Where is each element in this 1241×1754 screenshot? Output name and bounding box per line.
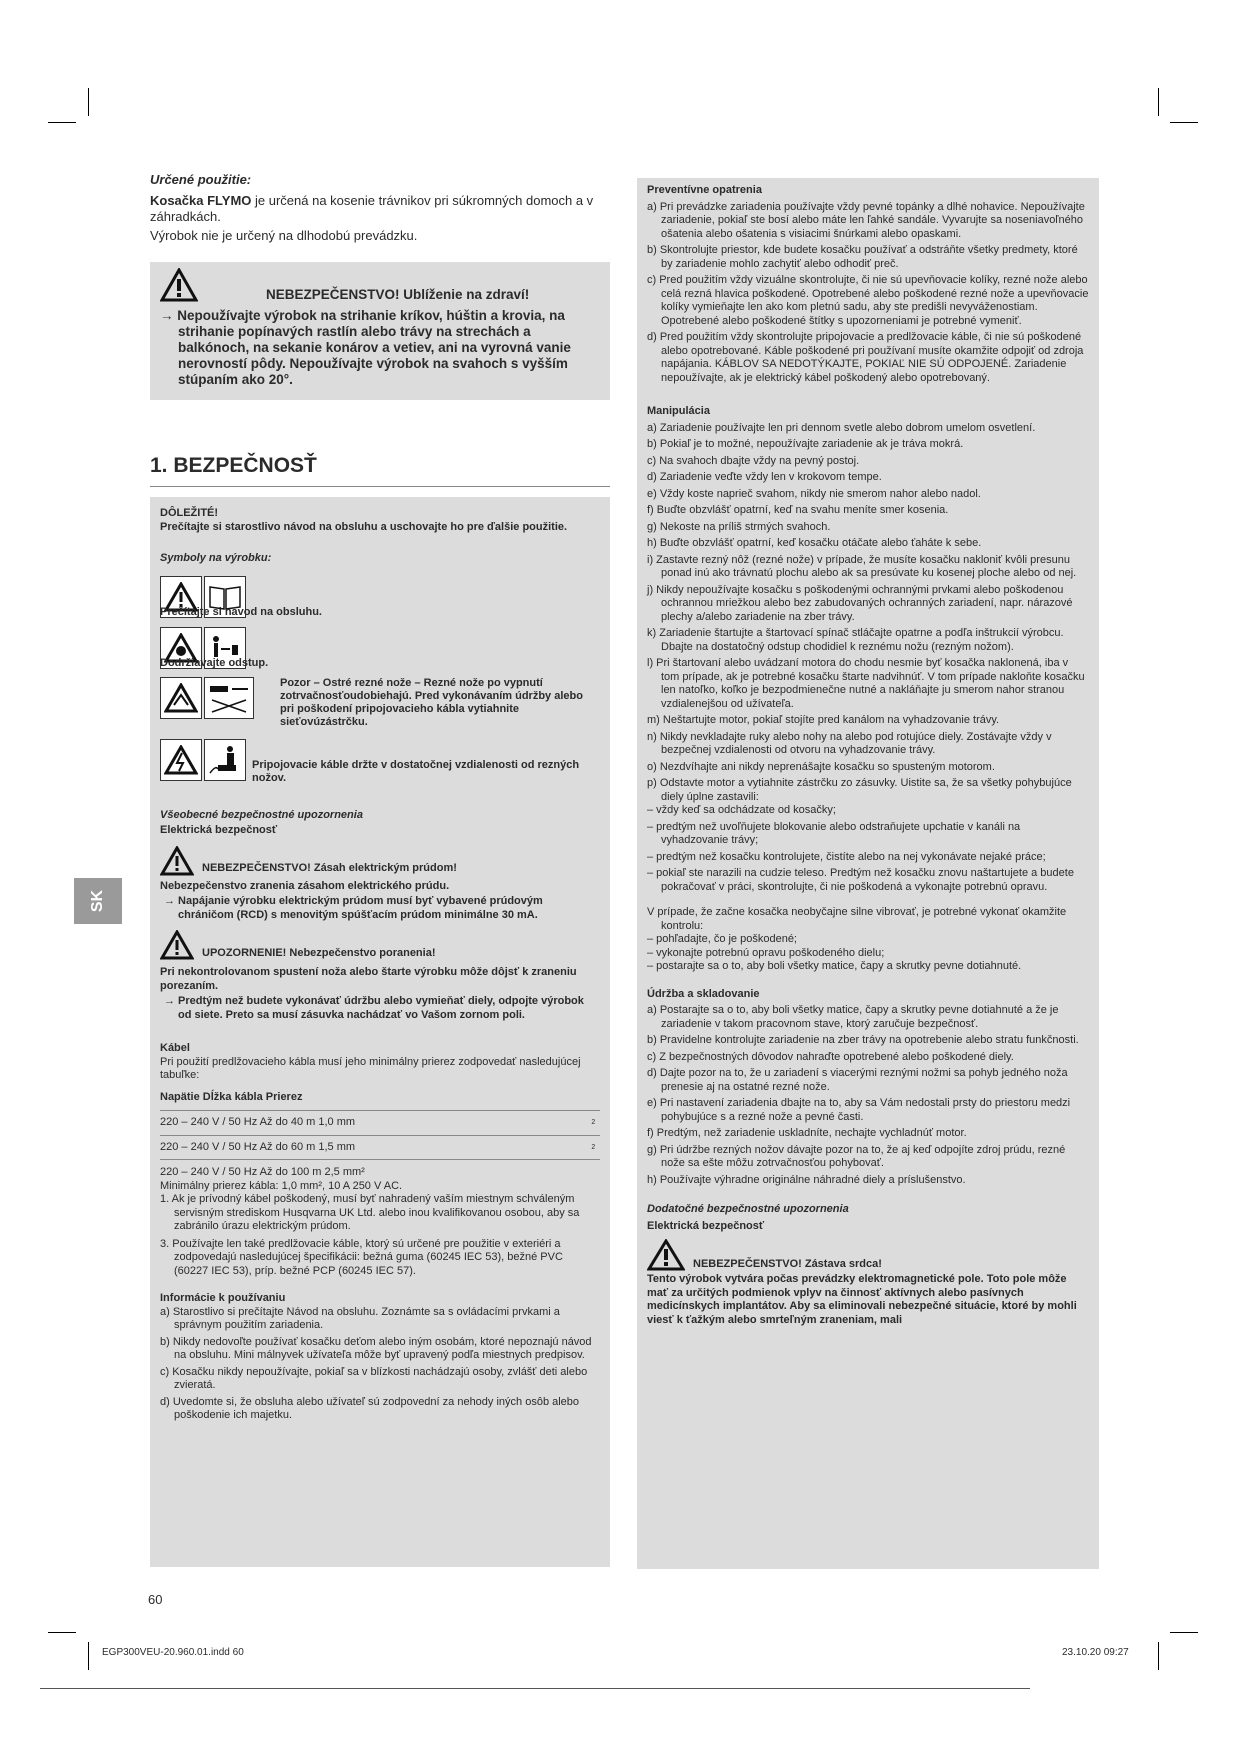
page-number: 60 (148, 1592, 163, 1607)
list-item: f) Predtým, než zariadenie uskladníte, nechajte vychladnúť motor. (647, 1127, 967, 1139)
caution-sub: Pri nekontrolovanom spustení noža alebo štarte výrobku môže dôjsť k zraneniu porezaním. (160, 966, 577, 992)
cable-heading: Kábel (160, 1042, 190, 1054)
crop-mark (1170, 1632, 1198, 1633)
list-item: – predtým než uvoľňujete blokovanie alebo odstraňujete upchatie v kanáli na vyhadzovanie trávy; (647, 820, 1021, 846)
symbol-cables-text: Pripojovacie káble držte v dostatočnej vzdialenosti od rezných nožov. (252, 758, 580, 784)
blade-unplug-icon (204, 677, 254, 719)
list-item: b) Pokiaľ je to možné, nepoužívajte zariadenie ak je tráva mokrá. (647, 438, 964, 450)
cable-row-3: 220 – 240 V / 50 Hz Až do 100 m 2,5 mm² (160, 1166, 365, 1178)
cable-mower-icon (204, 739, 246, 781)
warning-triangle-icon (160, 268, 198, 302)
symbol-manual-text: Prečítajte si návod na obsluhu. (160, 605, 322, 618)
list-item: 3. Používajte len také predlžovacie káble, ktorý sú určené pre použitie v exteriéri a zodpovedajú nasledujúcej špecifikácii: bežná guma (60245 IEC 53), bežné PVC (60227 IEC 53), príp. bežné PCP (60245 IEC 57). (160, 1237, 563, 1277)
warning-symbol-icon (160, 677, 202, 719)
list-item: e) Vždy koste naprieč svahom, nikdy nie smerom nahor alebo nadol. (647, 487, 981, 500)
list-item: d) Pred použitím vždy skontrolujte pripojovacie a predlžovacie káble, či nie sú poškodené alebo opotrebované. Káble poškodené pri používaní musíte okamžite odpojiť od zdroja napájania. KÁBLOV SA NEDOTÝKAJTE, POKIAĽ NIE SÚ ODPOJENÉ. Zariadenie nepoužívajte, ak je elektrický kábel poškodený alebo opotrebovaný. (647, 331, 1084, 384)
danger-heart-title: NEBEZPEČENSTVO! Zástava srdca! (693, 1257, 882, 1270)
language-tab-label: SK (88, 889, 106, 913)
list-item: a) Postarajte sa o to, aby boli všetky matice, čapy a skrutky pevne dotiahnuté a že je zariadenie v takom pracovnom stave, ktorý zaručuje bezpečnosť. (647, 1004, 1059, 1030)
danger-header (158, 268, 602, 302)
list-item: d) Zariadenie veďte vždy len v krokovom tempe. (647, 471, 882, 483)
extra-safety-heading: Dodatočné bezpečnostné upozornenia (647, 1203, 849, 1215)
crop-mark (88, 1642, 89, 1670)
symbol-row-cables (160, 739, 600, 785)
maintenance-heading: Údržba a skladovanie (647, 987, 760, 1000)
table-cell: 2 (591, 1135, 600, 1160)
table-cell: 220 – 240 V / 50 Hz Až do 60 m 1,5 mm (160, 1135, 591, 1160)
brand-name: Kosačka FLYMO (150, 193, 252, 208)
symbols-heading: Symboly na výrobku: (160, 552, 272, 564)
list-item: a) Starostlivo si prečítajte Návod na obsluhu. Zoznámte sa s ovládacími prvkami a správnym použitím zariadenia. (160, 1305, 560, 1331)
danger-electric-item: → Napájanie výrobku elektrickým prúdom musí byť vybavené prúdovým chráničom (RCD) s menovitým spúšťacím prúdom minimálne 30 mA. (164, 895, 543, 921)
caution-header (160, 930, 600, 960)
crop-mark (1158, 88, 1159, 116)
list-item: – pohľadajte, čo je poškodené; (647, 933, 797, 945)
intended-use-text (150, 193, 610, 225)
list-item: d) Uvedomte si, že obsluha alebo užívateľ sú zodpovední za nehody iných osôb alebo poškodenie ich majetku. (160, 1395, 580, 1421)
list-item: d) Dajte pozor na to, že u zariadení s viacerými reznými nožmi sa pohyb jedného noža prenesie aj na ostatné rezné nože. (647, 1067, 1068, 1093)
list-item: c) Na svahoch dbajte vždy na pevný postoj. (647, 454, 860, 467)
handling-heading: Manipulácia (647, 405, 710, 417)
warning-triangle-icon (160, 930, 194, 960)
left-column (150, 172, 610, 1567)
list-item: – predtým než kosačku kontrolujete, čistíte alebo na nej vykonávate nejaké práce; (647, 850, 1046, 863)
list-item: i) Zastavte rezný nôž (rezné nože) v prípade, že musíte kosačku nakloniť kvôli presunu ponad inú ako trávnatú plochu alebo ak sa presúvate ku kosenej ploche alebo od nej. (647, 553, 1077, 579)
footer-rule (40, 1688, 1030, 1689)
symbol-blades-text: Pozor – Ostré rezné nože – Rezné nože po vypnutí zotrvačnosťoudobiehajú. Pred vykonávaním údržby alebo pri poškodení pripojovacieho kábla vytiahnite sieťovúzástrčku. (280, 676, 583, 728)
extra-electric-heading: Elektrická bezpečnosť (647, 1219, 765, 1232)
caution-item: → Predtým než budete vykonávať údržbu alebo vymieňať diely, odpojte výrobok od siete. Preto sa musí zásuvka nachádzať vo Vašom zornom poli. (164, 995, 584, 1021)
important-heading: DÔLEŽITÉ! (160, 507, 219, 519)
list-item: c) Pred použitím vždy vizuálne skontrolujte, či nie sú upevňovacie kolíky, rezné nože alebo celá rezná hlavica poškodené. Opotrebené alebo poškodené rezné nože a upevňovacie kolíky vymieňajte len ako kom pletnú sadu, aby ste predišli nevyváženostiam. Opotrebené alebo poškodené štítky s upozorneniami je potrebné vymeniť. (647, 274, 1089, 327)
list-item: b) Nikdy nedovoľte používať kosačku deťom alebo iným osobám, ktoré nepoznajú návod na obsluhu. Mini málnyvek užívateľa môže byť upravený podľa miestnych predpisov. (160, 1335, 592, 1361)
list-item: h) Používajte výhradne originálne náhradné diely a príslušenstvo. (647, 1173, 966, 1186)
electric-safety-heading: Elektrická bezpečnosť (160, 824, 278, 836)
footer-timestamp: 23.10.20 09:27 (1062, 1647, 1129, 1658)
list-item: l) Pri štartovaní alebo uvádzaní motora do chodu nesmie byť kosačka naklonená, iba v tom prípade, ak je potrebné kosačku štarte nadvihnúť. V tom prípade nakloňte kosačku len natoľko, koľko je bezpodmienečne nutné a nakláňajte ju smerom nahor stranou vzdialenejšou od užívateľa. (647, 657, 1085, 710)
list-item: a) Zariadenie používajte len pri dennom svetle alebo dobrom umelom osvetlení. (647, 421, 1036, 434)
not-for-continuous-use: Výrobok nie je určený na dlhodobú prevádzku. (150, 228, 418, 243)
symbol-row-blades (160, 677, 600, 729)
list-item: b) Skontrolujte priestor, kde budete kosačku používať a odstráňte všetky predmety, ktoré by zariadenie mohlo zachytiť alebo odhodiť preč. (647, 244, 1078, 270)
safety-box (150, 497, 610, 1567)
list-item: h) Buďte obzvlášť opatrní, keď kosačku otáčate alebo ťaháte k sebe. (647, 537, 982, 549)
right-column (637, 178, 1099, 1569)
intended-use-rest: je určená na kosenie trávnikov pri súkromných domoch a v záhradkách. (150, 193, 594, 224)
danger-box-injury (150, 262, 610, 400)
cable-table (160, 1110, 600, 1160)
danger-electric-sub: Nebezpečenstvo zranenia zásahom elektrického prúdu. (160, 879, 450, 892)
list-item: – vždy keď sa odchádzate od kosačky; (647, 804, 836, 816)
general-safety-heading: Všeobecné bezpečnostné upozornenia (160, 808, 363, 821)
list-item: b) Pravidelne kontrolujte zariadenie na zber trávy na opotrebenie alebo stratu funkčnosti. (647, 1034, 1079, 1046)
cable-table-header: Napätie Dĺžka kábla Prierez (160, 1090, 303, 1103)
caution-title: UPOZORNENIE! Nebezpečenstvo poranenia! (202, 946, 436, 959)
list-item: c) Z bezpečnostných dôvodov nahraďte opotrebené alebo poškodené diely. (647, 1050, 1014, 1063)
danger-electric-title: NEBEZPEČENSTVO! Zásah elektrickým prúdom! (202, 862, 457, 874)
cable-min-section: Minimálny prierez kábla: 1,0 mm², 10 A 250 V AC. (160, 1179, 403, 1192)
intended-use-heading: Určené použitie: (150, 172, 252, 187)
danger-heart-header (647, 1239, 1089, 1271)
list-item: c) Kosačku nikdy nepoužívajte, pokiaľ sa v blízkosti nachádzajú osoby, zvlášť deti alebo zvieratá. (160, 1365, 588, 1391)
list-item: – vykonajte potrebnú opravu poškodeného dielu; (647, 946, 885, 959)
danger-electric-header (160, 846, 600, 876)
list-item: g) Pri údržbe rezných nožov dávajte pozor na to, že aj keď odpojíte zdroj prúdu, rezné nože sa ešte môžu zotrvačnosťou pohybovať. (647, 1143, 1066, 1169)
list-item: 1. Ak je prívodný kábel poškodený, musí byť nahradený vaším miestnym schváleným servisným strediskom Husqvarna UK Ltd. alebo inou kvalifikovanou osobou, aby sa zabránilo úrazu elektrickým prúdom. (160, 1193, 580, 1232)
list-item: – postarajte sa o to, aby boli všetky matice, čapy a skrutky pevne dotiahnuté. (647, 960, 1022, 972)
section-title: 1. BEZPEČNOSŤ (150, 454, 610, 487)
crop-mark (1158, 1642, 1159, 1670)
symbol-distance-text: Dodržiavajte odstup. (160, 657, 269, 669)
table-cell: 2 (591, 1111, 600, 1136)
list-item: k) Zariadenie štartujte a štartovací spínač stláčajte opatrne a podľa inštrukcií výrobcu. Dbajte na dostatočný odstup chodidiel k reznému nožu (rezným nožom). (647, 627, 1064, 653)
list-item: e) Pri nastavení zariadenia dbajte na to, aby sa Vám nedostali prsty do priestoru medzi pohybujúce s a rezné nože a pevné časti. (647, 1097, 1071, 1123)
danger-title: NEBEZPEČENSTVO! Ublíženie na zdraví! (266, 287, 530, 302)
crop-mark (1170, 122, 1198, 123)
warning-triangle-icon (160, 846, 194, 876)
usage-heading: Informácie k používaniu (160, 1292, 286, 1304)
list-item: o) Nezdvíhajte ani nikdy neprenášajte kosačku so spusteným motorom. (647, 760, 995, 773)
warning-triangle-icon (647, 1239, 685, 1271)
table-cell: 220 – 240 V / 50 Hz Až do 40 m 1,0 mm (160, 1111, 591, 1136)
list-item: – pokiaľ ste narazili na cudzie teleso. Predtým než kosačku znovu naštartujete a budete pokračovať v práci, skontrolujte, či nie poškodená a vykonajte potrebnú opravu. (647, 867, 1074, 893)
danger-heart-body: Tento výrobok vytvára počas prevádzky elektromagnetické pole. Toto pole môže mať za určitých podmienok vplyv na činnosť aktívnych alebo pasívnych medicínskych implantátov. Aby sa eliminovali nebezpečné situácie, ktoré by mohli viesť k ťažkým alebo smrteľným zraneniam, mali (647, 1273, 1077, 1326)
language-tab (74, 878, 122, 924)
table-row (160, 1111, 600, 1136)
list-item: f) Buďte obzvlášť opatrní, keď na svahu meníte smer kosenia. (647, 504, 949, 516)
important-body: Prečítajte si starostlivo návod na obsluhu a uschovajte ho pre ďalšie použitie. (160, 520, 568, 533)
danger-body: → Nepoužívajte výrobok na strihanie kríkov, húštin a krovia, na strihanie popínavých rastlín alebo trávy na strechách a balkónoch, na sekanie konárov a vetiev, ani na vyrovná vanie nerovností pôdy. Nepoužívajte výrobok na svahoch s vyšším stúpaním ako 20°. (160, 308, 571, 387)
list-item: g) Nekoste na príliš strmých svahoch. (647, 520, 831, 533)
crop-mark (48, 122, 76, 123)
table-row (160, 1135, 600, 1160)
footer-filename: EGP300VEU-20.960.01.indd 60 (102, 1647, 244, 1658)
vibration-text: V prípade, že začne kosačka neobyčajne silne vibrovať, je potrebné vykonať okamžite kontrolu: (647, 906, 1067, 932)
list-item: p) Odstavte motor a vytiahnite zástrčku zo zásuvky. Uistite sa, že sa všetky pohybujúce diely úplne zastavili: (647, 777, 1072, 803)
list-item: n) Nikdy nevkladajte ruky alebo nohy na alebo pod rotujúce diely. Zostávajte vždy v bezpečnej vzdialenosti od otvoru na vyhadzovanie trávy. (647, 730, 1052, 756)
cable-body: Pri použití predlžovacieho kábla musí jeho minimálny prierez zodpovedať nasledujúcej tabuľke: (160, 1055, 581, 1081)
preventive-heading: Preventívne opatrenia (647, 184, 762, 196)
electric-warning-icon (160, 739, 202, 781)
crop-mark (88, 88, 89, 116)
crop-mark (48, 1632, 76, 1633)
list-item: a) Pri prevádzke zariadenia používajte vždy pevné topánky a dlhé nohavice. Nepoužívajte zariadenie, pokiaľ ste bosí alebo máte len ľahké sandále. Vyvarujte sa noseniavoľného ošatenia alebo ošatenia s visiacimi šnúrkami alebo opaskami. (647, 200, 1085, 240)
list-item: m) Neštartujte motor, pokiaľ stojíte pred kanálom na vyhadzovanie trávy. (647, 714, 1000, 726)
list-item: j) Nikdy nepoužívajte kosačku s poškodenými ochrannými prvkami alebo poškodenou ochrannou mriežkou alebo bez zabudovaných ochranných zariadení, napr. nárazové plechy a/alebo zariadenie na zber trávy. (647, 583, 1073, 623)
